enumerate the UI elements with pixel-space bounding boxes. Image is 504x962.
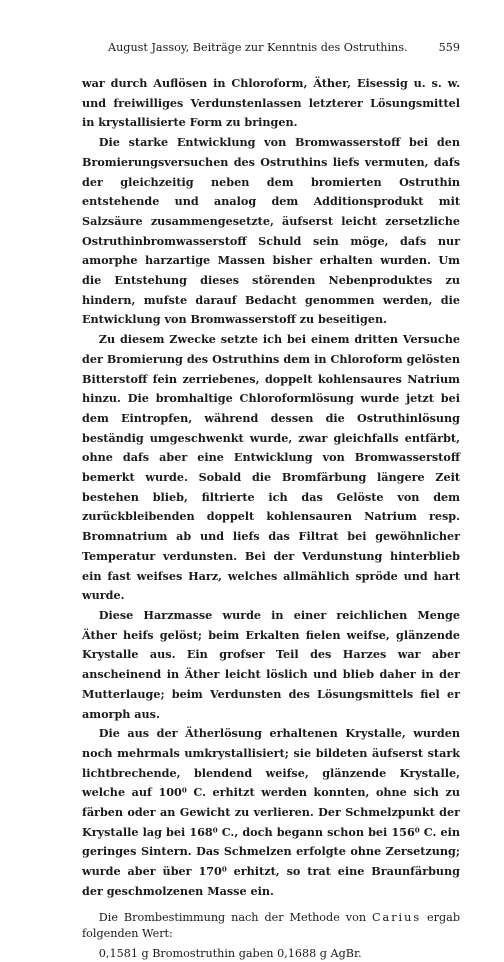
- page-number: 559: [438, 41, 460, 54]
- document-page: [82, 40, 460, 962]
- running-title: August Jassoy, Beiträge zur Kenntnis des Ostruthins.: [108, 41, 408, 54]
- paragraph-resin-mass: Diese Harzmasse wurde in einer reichlichen Menge Äther heifs gelöst; beim Erkalten fielen weifse, glänzende Krystalle aus. Ein grofser Teil des Harzes war aber anscheinend in Äther leicht löslich und blieb daher in der Mutterlauge; beim Verdunsten des Lösungsmittels fiel er amorph aus.: [82, 607, 460, 721]
- paragraph-continuation: war durch Auflösen in Chloroform, Äther, Eisessig u. s. w. und freiwilliges Verdunstenlassen letzterer Lösungsmittel in krystallisierte Form zu bringen.: [82, 76, 460, 130]
- paragraph-bromination: Die starke Entwicklung von Bromwasserstoff bei den Bromierungsversuchen des Ostruthins liefs vermuten, dafs der gleichzeitig neben dem bromierten Ostruthin entstehende und analog dem Additionsprodukt mit Salzsäure zusammengesetzte, äufserst leicht zersetzliche Ostruthinbromwasserstoff Schuld sein möge, dafs nur amorphe harzartige Massen bisher erhalten wurden. Um die Entstehung dieses störenden Nebenproduktes zu hindern, mufste darauf Bedacht genommen werden, die Entwicklung von Bromwasserstoff zu beseitigen.: [82, 135, 460, 327]
- bromine-determination-note: [82, 910, 460, 942]
- note-text-after: ergab folgenden Wert:: [82, 910, 460, 940]
- paragraph-crystals: Die aus der Ätherlösung erhaltenen Krystalle, wurden noch mehrmals umkrystallisiert; sie bildeten äufserst stark lichtbrechende, blendend weifse, glänzende Krystalle, welche auf 100⁰ C. erhitzt werden konnten, ohne sich zu färben oder an Gewicht zu verlieren. Der Schmelzpunkt der Krystalle lag bei 168⁰ C., doch begann schon bei 156⁰ C. ein geringes Sintern. Das Schmelzen erfolgte ohne Zersetzung; wurde aber über 170⁰ erhitzt, so trat eine Braunfärbung der geschmolzenen Masse ein.: [82, 726, 460, 898]
- author-name-carius: Carius: [371, 910, 422, 924]
- measurement-result: 0,1581 g Bromostruthin gaben 0,1688 g AgBr.: [98, 946, 362, 960]
- note-text-before: Die Brombestimmung nach der Methode von: [98, 910, 372, 924]
- paragraph-third-experiment: Zu diesem Zwecke setzte ich bei einem dritten Versuche der Bromierung des Ostruthins dem in Chloroform gelösten Bitterstoff fein zerriebenes, doppelt kohlensaures Natrium hinzu. Die bromhaltige Chloroformlösung wurde jetzt bei dem Eintropfen, während dessen die Ostruthinlösung beständig umgeschwenkt wurde, zwar gleichfalls entfärbt, ohne dafs aber eine Entwicklung von Bromwasserstoff bemerkt wurde. Sobald die Bromfärbung längere Zeit bestehen blieb, filtrierte ich das Gelöste von dem zurückbleibenden doppelt kohlensauren Natrium resp. Bromnatrium ab und liefs das Filtrat bei gewöhnlicher Temperatur verdunsten. Bei der Verdunstung hinterblieb ein fast weifses Harz, welches allmählich spröde und hart wurde.: [82, 332, 460, 603]
- page-header: [82, 40, 460, 56]
